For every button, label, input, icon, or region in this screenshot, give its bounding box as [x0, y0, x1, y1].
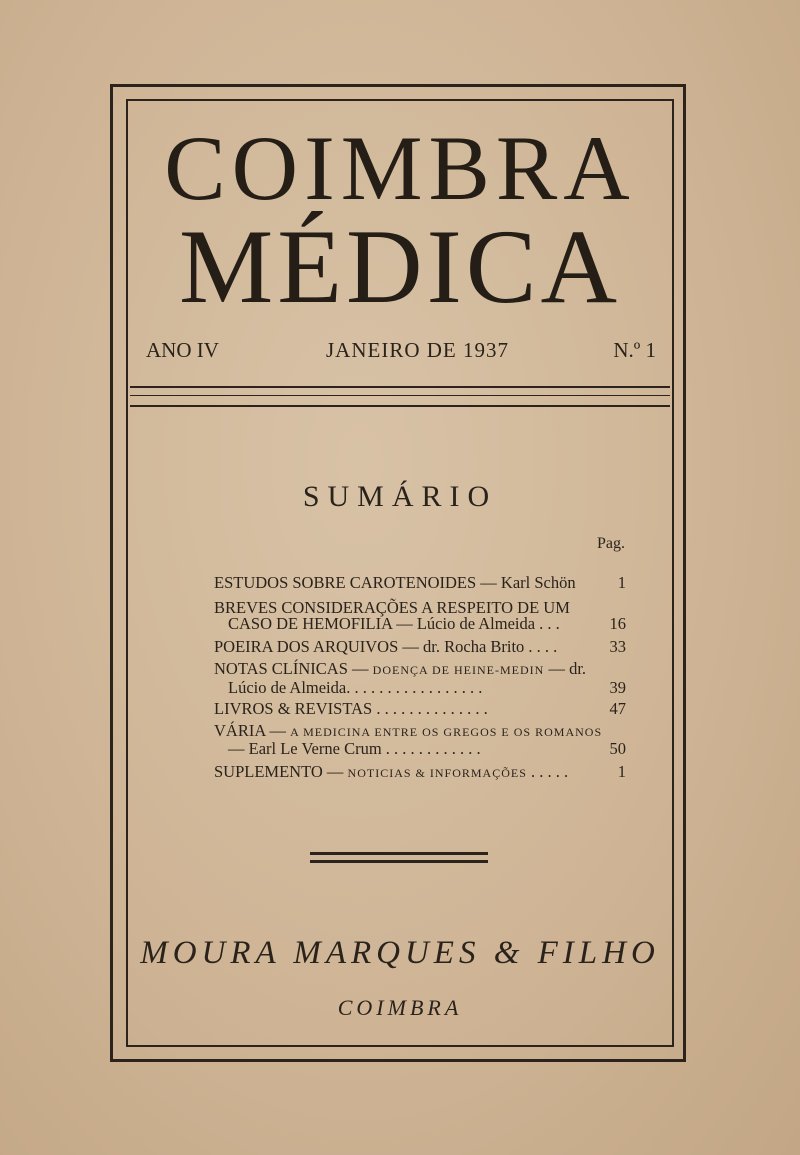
toc-entry-page: 16	[609, 614, 626, 633]
toc-entry-text: CASO DE HEMOFILIA — Lúcio de Almeida . . .	[228, 614, 560, 633]
ornament-rule	[310, 860, 488, 863]
toc-entry-page: 39	[609, 678, 626, 697]
issue-info-row	[146, 338, 656, 364]
divider-rule	[130, 405, 670, 407]
toc-entry-text: BREVES CONSIDERAÇÕES A RESPEITO DE UM	[214, 598, 570, 617]
publisher-city: COIMBRA	[337, 995, 463, 1020]
divider-rule	[130, 386, 670, 388]
toc-entry-text	[214, 761, 568, 784]
page-column-header: Pag.	[597, 535, 625, 552]
journal-title-line2: MÉDICA	[178, 208, 622, 325]
contents-heading: SUMÁRIO	[302, 480, 498, 513]
issue-date: JANEIRO DE 1937	[326, 338, 509, 362]
toc-entry	[214, 613, 626, 634]
toc-entry-author: — dr.	[544, 659, 587, 678]
toc-entry-text: ESTUDOS SOBRE CAROTENOIDES — Karl Schön	[214, 573, 576, 592]
toc-entry-text: — Earl Le Verne Crum . . . . . . . . . . . .	[228, 739, 481, 758]
toc-entry-text: POEIRA DOS ARQUIVOS — dr. Rocha Brito . . . .	[214, 637, 558, 656]
toc-entry-page: 1	[617, 762, 626, 781]
toc-entry	[214, 677, 626, 698]
toc-entry	[214, 761, 626, 782]
toc-entry-main: VÁRIA —	[214, 721, 291, 740]
toc-entry	[214, 698, 626, 719]
toc-entry-main: NOTAS CLÍNICAS —	[214, 659, 373, 678]
journal-title-line1: COIMBRA	[164, 117, 636, 219]
toc-entry-page: 47	[609, 699, 626, 718]
toc-entry-subtitle: A MEDICINA ENTRE OS GREGOS E OS ROMANOS	[290, 725, 603, 739]
toc-entry	[214, 572, 626, 593]
toc-entry-main: SUPLEMENTO —	[214, 762, 348, 781]
toc-entry	[214, 738, 626, 759]
toc-entry	[214, 636, 626, 657]
toc-entry-text: Lúcio de Almeida. . . . . . . . . . . . . . . . .	[228, 678, 483, 697]
toc-entry-subtitle: DOENÇA DE HEINE-MEDIN	[372, 663, 545, 677]
toc-entry-page: 1	[617, 573, 626, 592]
toc-entry	[214, 658, 626, 679]
toc-entry-text: LIVROS & REVISTAS . . . . . . . . . . . . . .	[214, 699, 488, 718]
publisher-name: MOURA MARQUES & FILHO	[140, 935, 660, 971]
toc-entry-page: 33	[609, 637, 626, 656]
divider-rule	[130, 395, 670, 396]
toc-entry-dots: . . . . .	[526, 762, 569, 781]
ornament-rule	[310, 852, 488, 855]
toc-entry-subtitle: NOTICIAS & INFORMAÇÕES	[347, 766, 527, 780]
toc-entry-page: 50	[609, 739, 626, 758]
issue-number: N.º 1	[613, 338, 656, 362]
volume-label: ANO IV	[146, 338, 219, 362]
